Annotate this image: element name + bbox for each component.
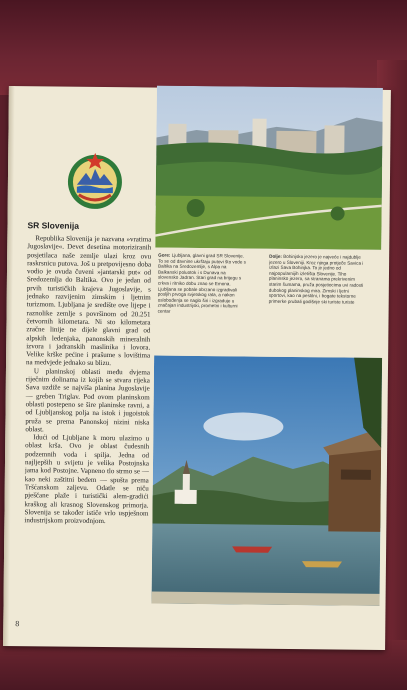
caption-label: Gore: <box>158 252 171 258</box>
caption-top-photo <box>157 253 246 354</box>
photo-ljubljana <box>155 86 383 250</box>
caption-text: Bohinjsko jezero je najveće i najdublje jezero u Sloveniji. Kroz njega protječe Savica i izlazi Sava Bohinjka. To je jedno od najpopularnijih izletišta Slovenije. Tiho planinsko jezero, sa stranama prekrivenim starim šumama, pruža posjetiocima uvi radosti dubokog planinskog mira. Zimski i ljetni sportovi, kao na pestilni, i bogate tekstorne primerke prubali godišnje ski turiste turiste <box>268 253 364 305</box>
paragraph: U planinskoj oblasti među dvjema riječnim dolinama iz kojih se stvara rijeka Sava uzdiže se najviša planina Jugoslavije — greben Triglav. Pod ovom planinskom oblasti postepeno se šire planinske ravni, a od Ljubljanskog polja na istok i jugoistok pruža se prema Panonskoj nizini niska oblast. <box>25 367 150 434</box>
page-gutter <box>3 86 15 646</box>
section-title: SR Slovenija <box>27 220 80 231</box>
page-number: 8 <box>15 619 20 629</box>
caption-bottom-photo <box>268 254 365 355</box>
book-page <box>3 86 391 650</box>
coat-of-arms-emblem <box>64 149 127 212</box>
caption-text: Ljubljana, glavni grad SR Slovenije. To se od davnine ukrštaju putovi što vode s Baltika na Sredozemlje, s Alpa na Balkanski poluotok i s Dunava na slovensko Jadran. Stari grad na brijegu s crkva i ritniko dobu znao se Emona. Ljubljana se pobale obrzano izgradivali posljih prvoga svjetskog rata, a nakon oslobođenja se naglo širi i izgraduje u značajan industrijski, prometni i kulturni centar <box>157 252 246 314</box>
paragraph: Republika Slovenija je nazvana »vratima Jugoslavije«. Devet desetina motoriziranih posjetilaca naše zemlje ulazi kroz ovu raskrsnicu putova. Još u pretpovijesno doba vodio je ovuda čuveni »jantarski put« od Sredozemlja do Baltika. Ovo je jedan od prvih turističkih krajeva Jugoslavije, s jednako razvijenim zimskim i ljetnim turizmom. Ljubljana je središte ove lijepe i raznolike zemlje s površinom od 20.251 četvornih kilometara. Ni sto kilometara zračne linije ne dijele glavni grad od alpskih ledenjaka, panonskih mineralnih izvora i jadranskih maslinika i lovora. Velike krške pećine i prašume s lovištima na medvjede jednako su blizu. <box>26 234 152 368</box>
body-text <box>23 234 151 620</box>
caption-label: Dolje: <box>269 253 282 259</box>
photo-lake-bohinj <box>152 356 383 606</box>
background-top <box>0 0 407 95</box>
paragraph: Idući od Ljubljane k moru ulazimo u oblast krša. Ovo je oblast čudesnih podzemnih voda i spilja. Jedna od najljepših u svijetu je velika Postojnska jama kod Postojne. Vapneno tlo strmo se — kao neki zaštitni bedem — spušta prema Tršćanskom zaljevu. Odatle se niču pješčane plaže i turistički alem-gradići kraškog ali krasnog Slovenskog primorja. Slovenija se također ističe vrlo uspješnom industrijskom proizvodnjom. <box>24 433 150 526</box>
